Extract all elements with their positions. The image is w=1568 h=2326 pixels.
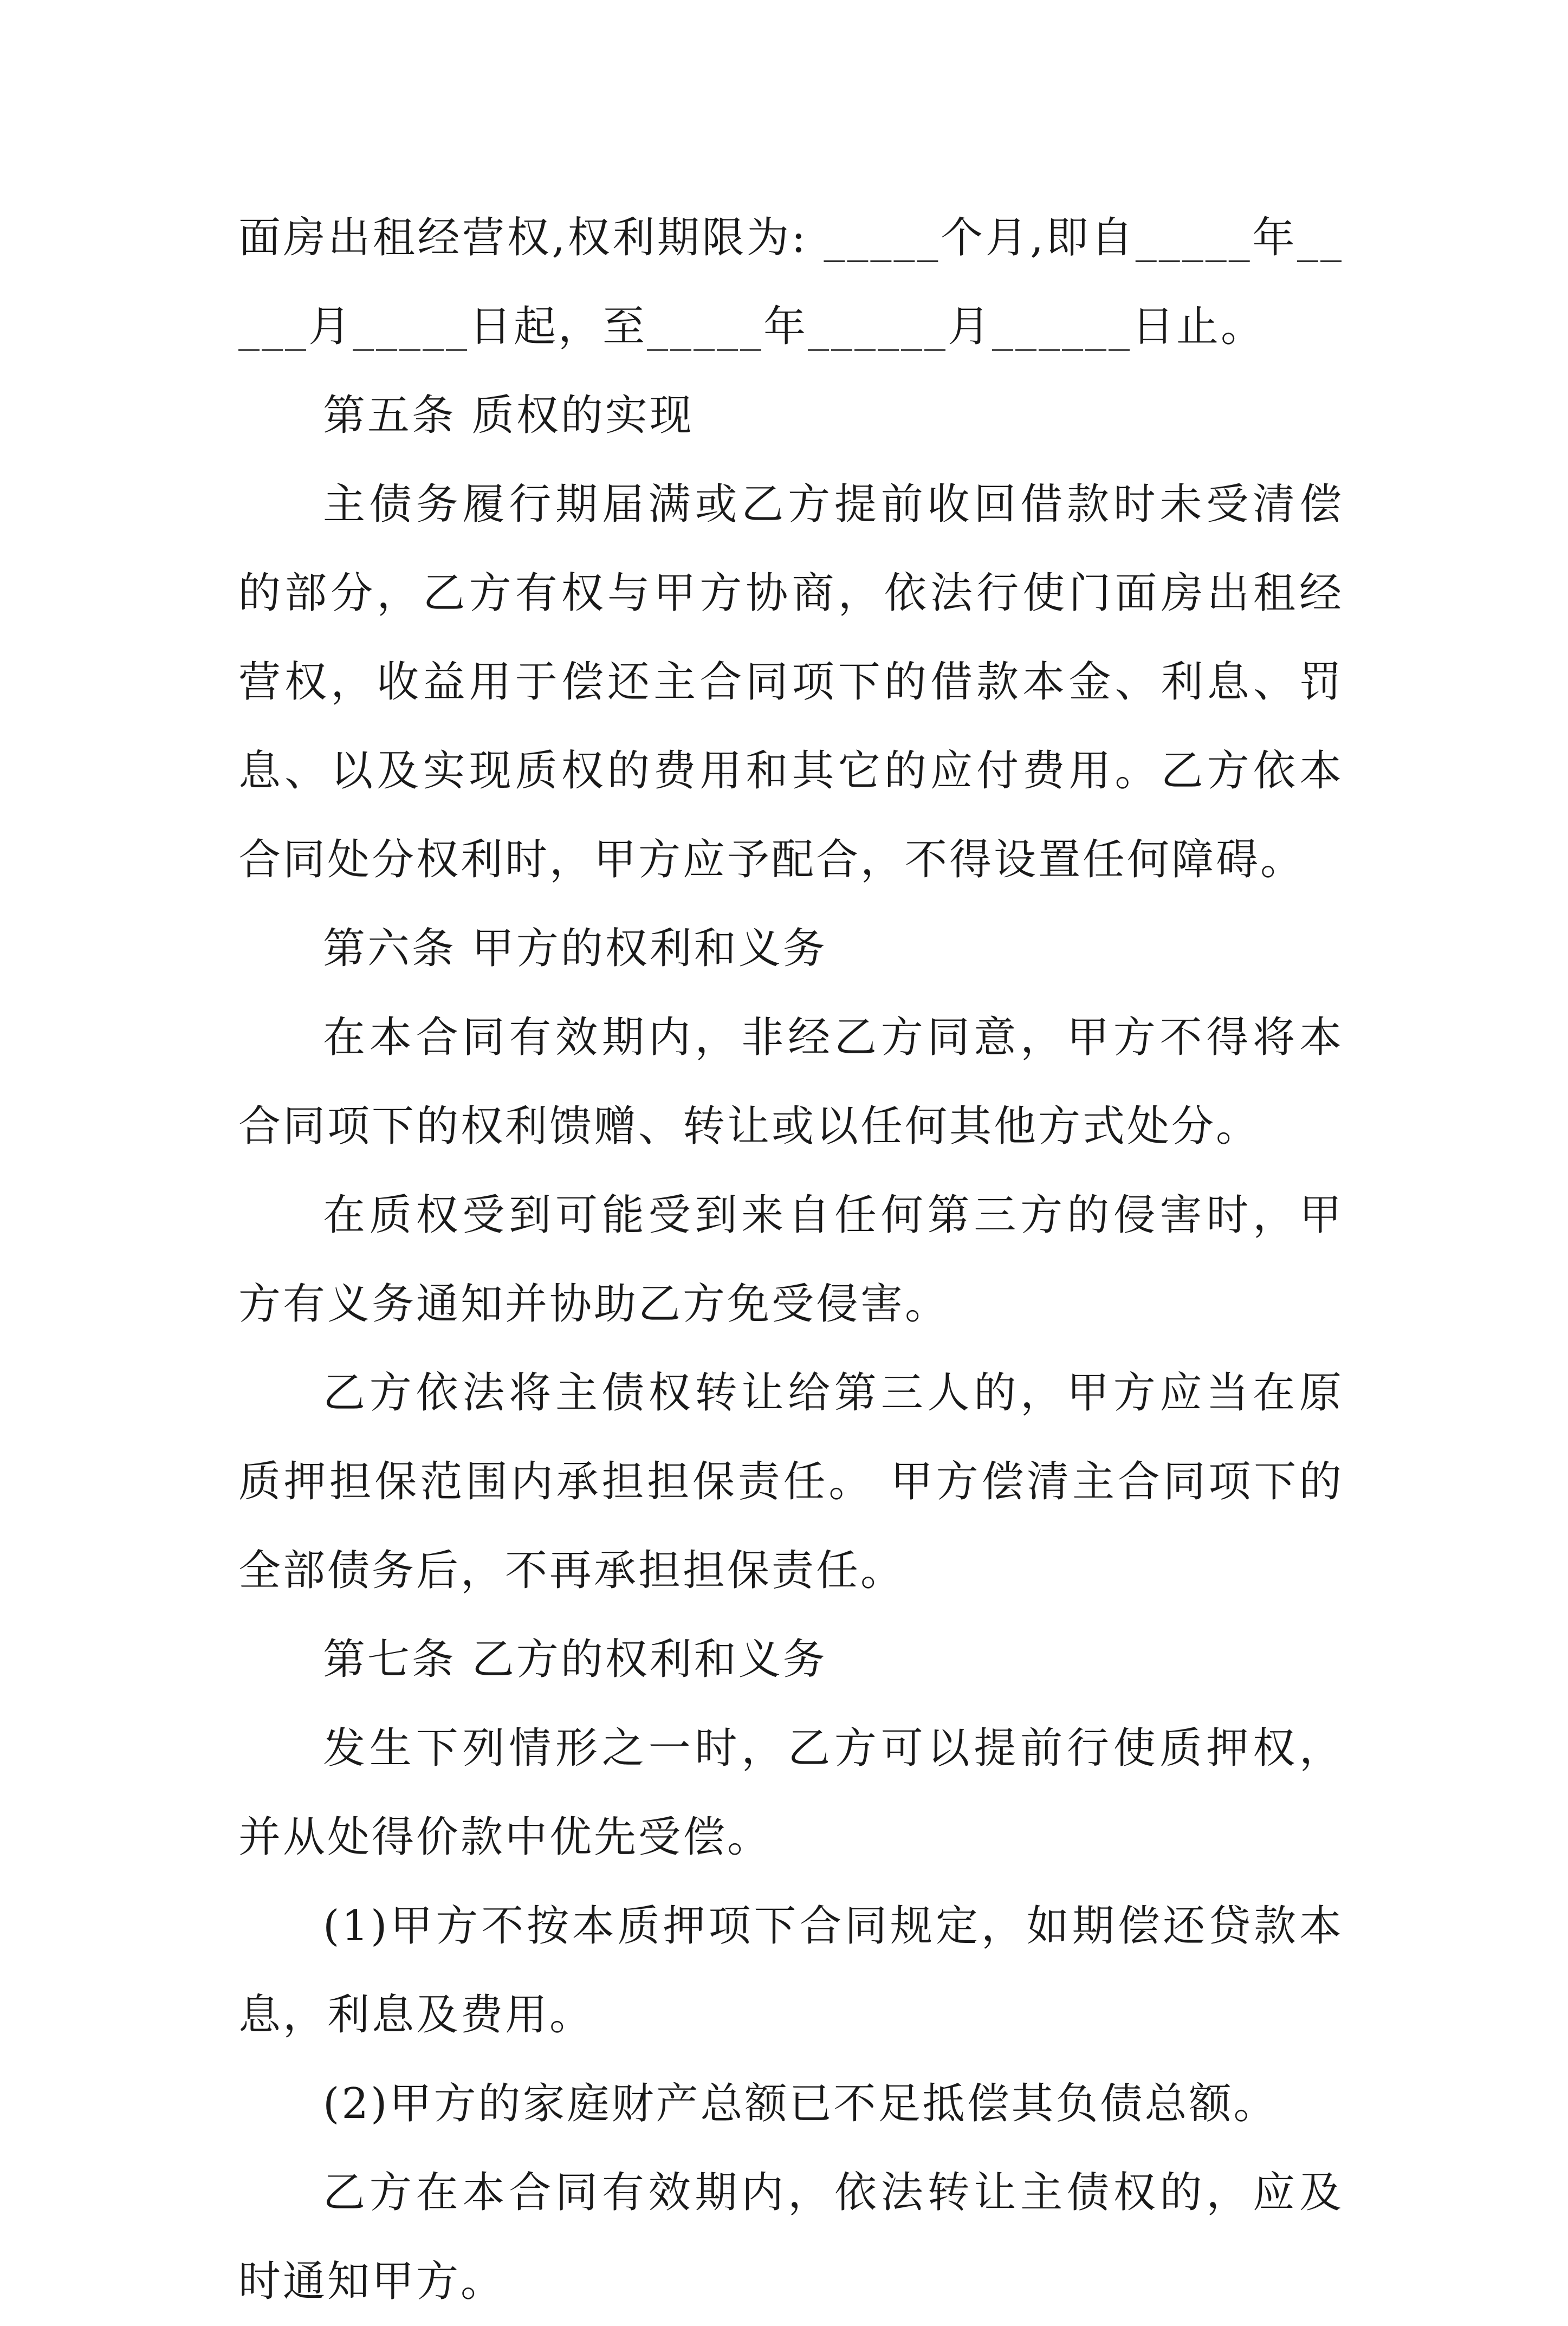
heading-article-6: 第六条 甲方的权利和义务	[323, 924, 827, 973]
heading-article-7: 第七条 乙方的权利和义务	[323, 1635, 827, 1684]
paragraph-condition-1: (1)甲方不按本质押项下合同规定，如期偿还贷款本息，利息及费用。	[238, 1902, 1344, 2039]
heading-article-5: 第五条 质权的实现	[323, 391, 694, 440]
paragraph-condition-2: (2)甲方的家庭财产总额已不足抵偿其负债总额。	[323, 2079, 1278, 2128]
paragraph-party-b-notify: 乙方在本合同有效期内，依法转让主债权的，应及时通知甲方。	[238, 2168, 1344, 2306]
paragraph-party-a-notify: 在质权受到可能受到来自任何第三方的侵害时，甲方有义务通知并协助乙方免受侵害。	[238, 1191, 1344, 1329]
paragraph-party-b-early-exercise: 发生下列情形之一时，乙方可以提前行使质押权，并从处得价款中优先受偿。	[238, 1724, 1344, 1862]
paragraph-party-a-guarantee: 乙方依法将主债权转让给第三人的，甲方应当在原质押担保范围内承担担保责任。 甲方偿清主合同项下的全部债务后，不再承担担保责任。	[238, 1369, 1344, 1595]
paragraph-party-a-no-transfer: 在本合同有效期内，非经乙方同意，甲方不得将本合同项下的权利馈赠、转让或以任何其他方式处分。	[238, 1013, 1344, 1151]
paragraph-pledge-realization: 主债务履行期届满或乙方提前收回借款时未受清偿的部分，乙方有权与甲方协商，依法行使门面房出租经营权，收益用于偿还主合同项下的借款本金、利息、罚息、以及实现质权的费用和其它的应付费用。乙方依本合同处分权利时，甲方应予配合，不得设置任何障碍。	[238, 480, 1344, 884]
paragraph-lease-term: 面房出租经营权,权利期限为: _____个月,即自_____年_____月_____日起，至_____年______月______日止。	[238, 213, 1344, 351]
document-body	[238, 193, 1344, 2326]
